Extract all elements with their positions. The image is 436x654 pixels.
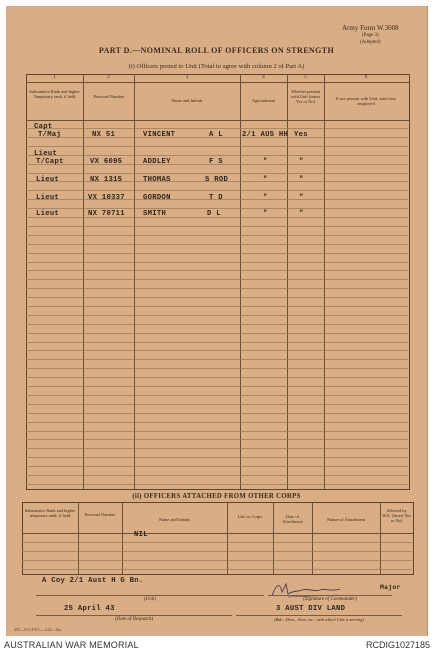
form-page: (Page 3) — [361, 33, 379, 38]
row1-rank2: T/Maj — [38, 131, 62, 139]
att-header-line — [22, 533, 413, 534]
ruled-line — [26, 368, 408, 369]
row1-present: Yes — [294, 131, 308, 139]
row2-rank2: T/Capt — [36, 158, 64, 166]
unit-name: A Coy 2/1 Aust H G Bn. — [42, 577, 144, 585]
formation-name: 3 AUST DIV LAND — [276, 605, 346, 613]
formation-line — [236, 615, 402, 616]
ruled-line — [26, 208, 408, 209]
ruled-line — [26, 448, 408, 449]
formation-caption: (Bde., Divn., Area, etc., with which Unit is serving) — [274, 617, 364, 622]
row5-initials: D L — [207, 210, 221, 218]
header-personal-number: Personal Number — [93, 94, 125, 99]
row3-name: THOMAS — [143, 176, 171, 184]
row3-number: NX 1315 — [90, 176, 123, 184]
att-col-divider-5 — [312, 502, 313, 574]
ruled-line — [26, 457, 408, 458]
ruled-line — [26, 173, 408, 174]
header-name: Name and Initials — [171, 98, 203, 103]
signature-rank: Major — [380, 584, 401, 591]
ruled-line — [26, 395, 408, 396]
row2-appointment: " — [263, 158, 268, 166]
row4-initials: T D — [209, 194, 223, 202]
ruled-line — [26, 297, 408, 298]
header-employment: If not present with Unit, state how employed — [335, 96, 397, 107]
row5-present: " — [299, 210, 304, 218]
row1-rank: Capt — [34, 123, 53, 131]
ruled-line — [26, 324, 408, 325]
ruled-line — [26, 422, 408, 423]
att-col-divider-1 — [78, 502, 79, 574]
row2-present: " — [299, 158, 304, 166]
printer-code: 455—N.G.P.P.S.—4/42—8m. — [14, 627, 62, 632]
form-identifier — [342, 25, 399, 46]
unit-caption: (Unit) — [143, 597, 157, 602]
ruled-line — [26, 288, 408, 289]
watermark-bar — [0, 636, 436, 654]
col-number-6: 6 — [364, 75, 368, 80]
row5-rank: Lieut — [36, 210, 60, 218]
section1-title: (i) Officers posted to Unit (Total to agree with column 2 of Part A) — [128, 63, 305, 70]
ruled-line — [26, 190, 408, 191]
ruled-line — [26, 155, 408, 156]
ruled-line — [26, 431, 408, 432]
form-sheet — [6, 6, 428, 636]
row4-appointment: " — [263, 194, 268, 202]
ruled-line — [26, 377, 408, 378]
att-header-number: Personal Number — [84, 512, 116, 517]
ruled-line — [26, 244, 408, 245]
despatch-date: 25 April 43 — [64, 605, 115, 613]
row4-rank: Lieut — [36, 194, 60, 202]
ruled-line — [26, 350, 408, 351]
row1-initials: A L — [209, 131, 223, 139]
part-title: PART D.—NOMINAL ROLL OF OFFICERS ON STRENGTH — [98, 46, 335, 55]
section2-title: (ii) OFFICERS ATTACHED FROM OTHER CORPS — [132, 493, 301, 500]
watermark-right: RCDIG1027185 — [365, 640, 430, 650]
row2-name: ADDLEY — [143, 158, 171, 166]
ruled-line — [26, 270, 408, 271]
att-header-name: Name and Initials — [158, 517, 191, 522]
ruled-line — [26, 475, 408, 476]
ruled-line — [26, 253, 408, 254]
row2-rank: Lieut — [34, 150, 58, 158]
signature-caption: (Signature of Commander) — [303, 597, 357, 602]
row5-name: SMITH — [143, 210, 167, 218]
row2-initials: F S — [209, 158, 223, 166]
col-number-1: 1 — [53, 75, 56, 80]
att-col-divider-2 — [122, 502, 123, 574]
date-caption: (Date of Despatch) — [114, 617, 154, 622]
ruled-line — [26, 128, 408, 129]
row4-name: GORDON — [143, 194, 171, 202]
col-number-3: 3 — [185, 75, 189, 80]
row3-rank: Lieut — [36, 176, 60, 184]
header-rank: Substantive Rank and higher Temporary rank, if held — [29, 89, 80, 100]
ruled-line — [26, 439, 408, 440]
ruled-line — [26, 306, 408, 307]
header-present: Whether present with Unit (insert Yes or No) — [290, 89, 321, 105]
col-number-5: 5 — [304, 75, 307, 80]
att-header-allowed: Allowed by W.E. (Insert Yes or No) — [382, 508, 411, 524]
ruled-line — [26, 262, 408, 263]
att-ruled-line — [22, 542, 412, 543]
att-header-date: Date of Attachment — [282, 514, 303, 525]
att-nil-entry: NIL — [134, 531, 148, 539]
ruled-line — [26, 386, 408, 387]
unit-line — [36, 595, 264, 596]
ruled-line — [26, 333, 408, 334]
att-ruled-line — [22, 560, 412, 561]
row1-appointment: 2/1 AUS HH — [242, 131, 289, 139]
date-line — [36, 615, 232, 616]
att-ruled-line — [22, 551, 412, 552]
row4-present: " — [299, 194, 304, 202]
ruled-line — [26, 359, 408, 360]
att-col-divider-6 — [380, 502, 381, 574]
att-header-rank: Substantive Rank and higher temporary rank, if held — [24, 508, 76, 519]
form-adopted: (Adopted) — [360, 40, 381, 45]
ruled-line — [26, 404, 408, 405]
watermark-left: AUSTRALIAN WAR MEMORIAL — [4, 640, 139, 650]
ruled-line — [26, 226, 408, 227]
row5-appointment: " — [263, 210, 268, 218]
ruled-line — [26, 315, 408, 316]
row1-name: VINCENT — [143, 131, 176, 139]
col-number-4: 4 — [262, 75, 265, 80]
col-number-2: 2 — [107, 75, 110, 80]
att-header-nature: Nature of Attachment — [326, 517, 366, 522]
row3-present: " — [299, 176, 304, 184]
ruled-line — [26, 466, 408, 467]
ruled-line — [26, 484, 408, 485]
att-col-divider-4 — [273, 502, 274, 574]
ruled-line — [26, 413, 408, 414]
att-col-divider-3 — [227, 502, 228, 574]
row3-appointment: " — [263, 176, 268, 184]
ruled-line — [26, 146, 408, 147]
row2-number: VX 6095 — [90, 158, 123, 166]
ruled-line — [26, 235, 408, 236]
attached-officers-table — [22, 502, 414, 575]
ruled-line — [26, 279, 408, 280]
ruled-line — [26, 342, 408, 343]
row5-number: NX 70711 — [88, 210, 125, 218]
att-ruled-line — [22, 569, 412, 570]
row1-number: NX 51 — [92, 131, 116, 139]
header-appointment: Appointment — [251, 98, 276, 103]
att-header-unit: Unit or Corps — [237, 514, 263, 519]
signature-line — [268, 595, 392, 596]
row3-initials: S ROD — [205, 176, 229, 184]
row4-number: VX 10337 — [88, 194, 125, 202]
form-id-text: Army Form W.3008 — [342, 24, 399, 32]
